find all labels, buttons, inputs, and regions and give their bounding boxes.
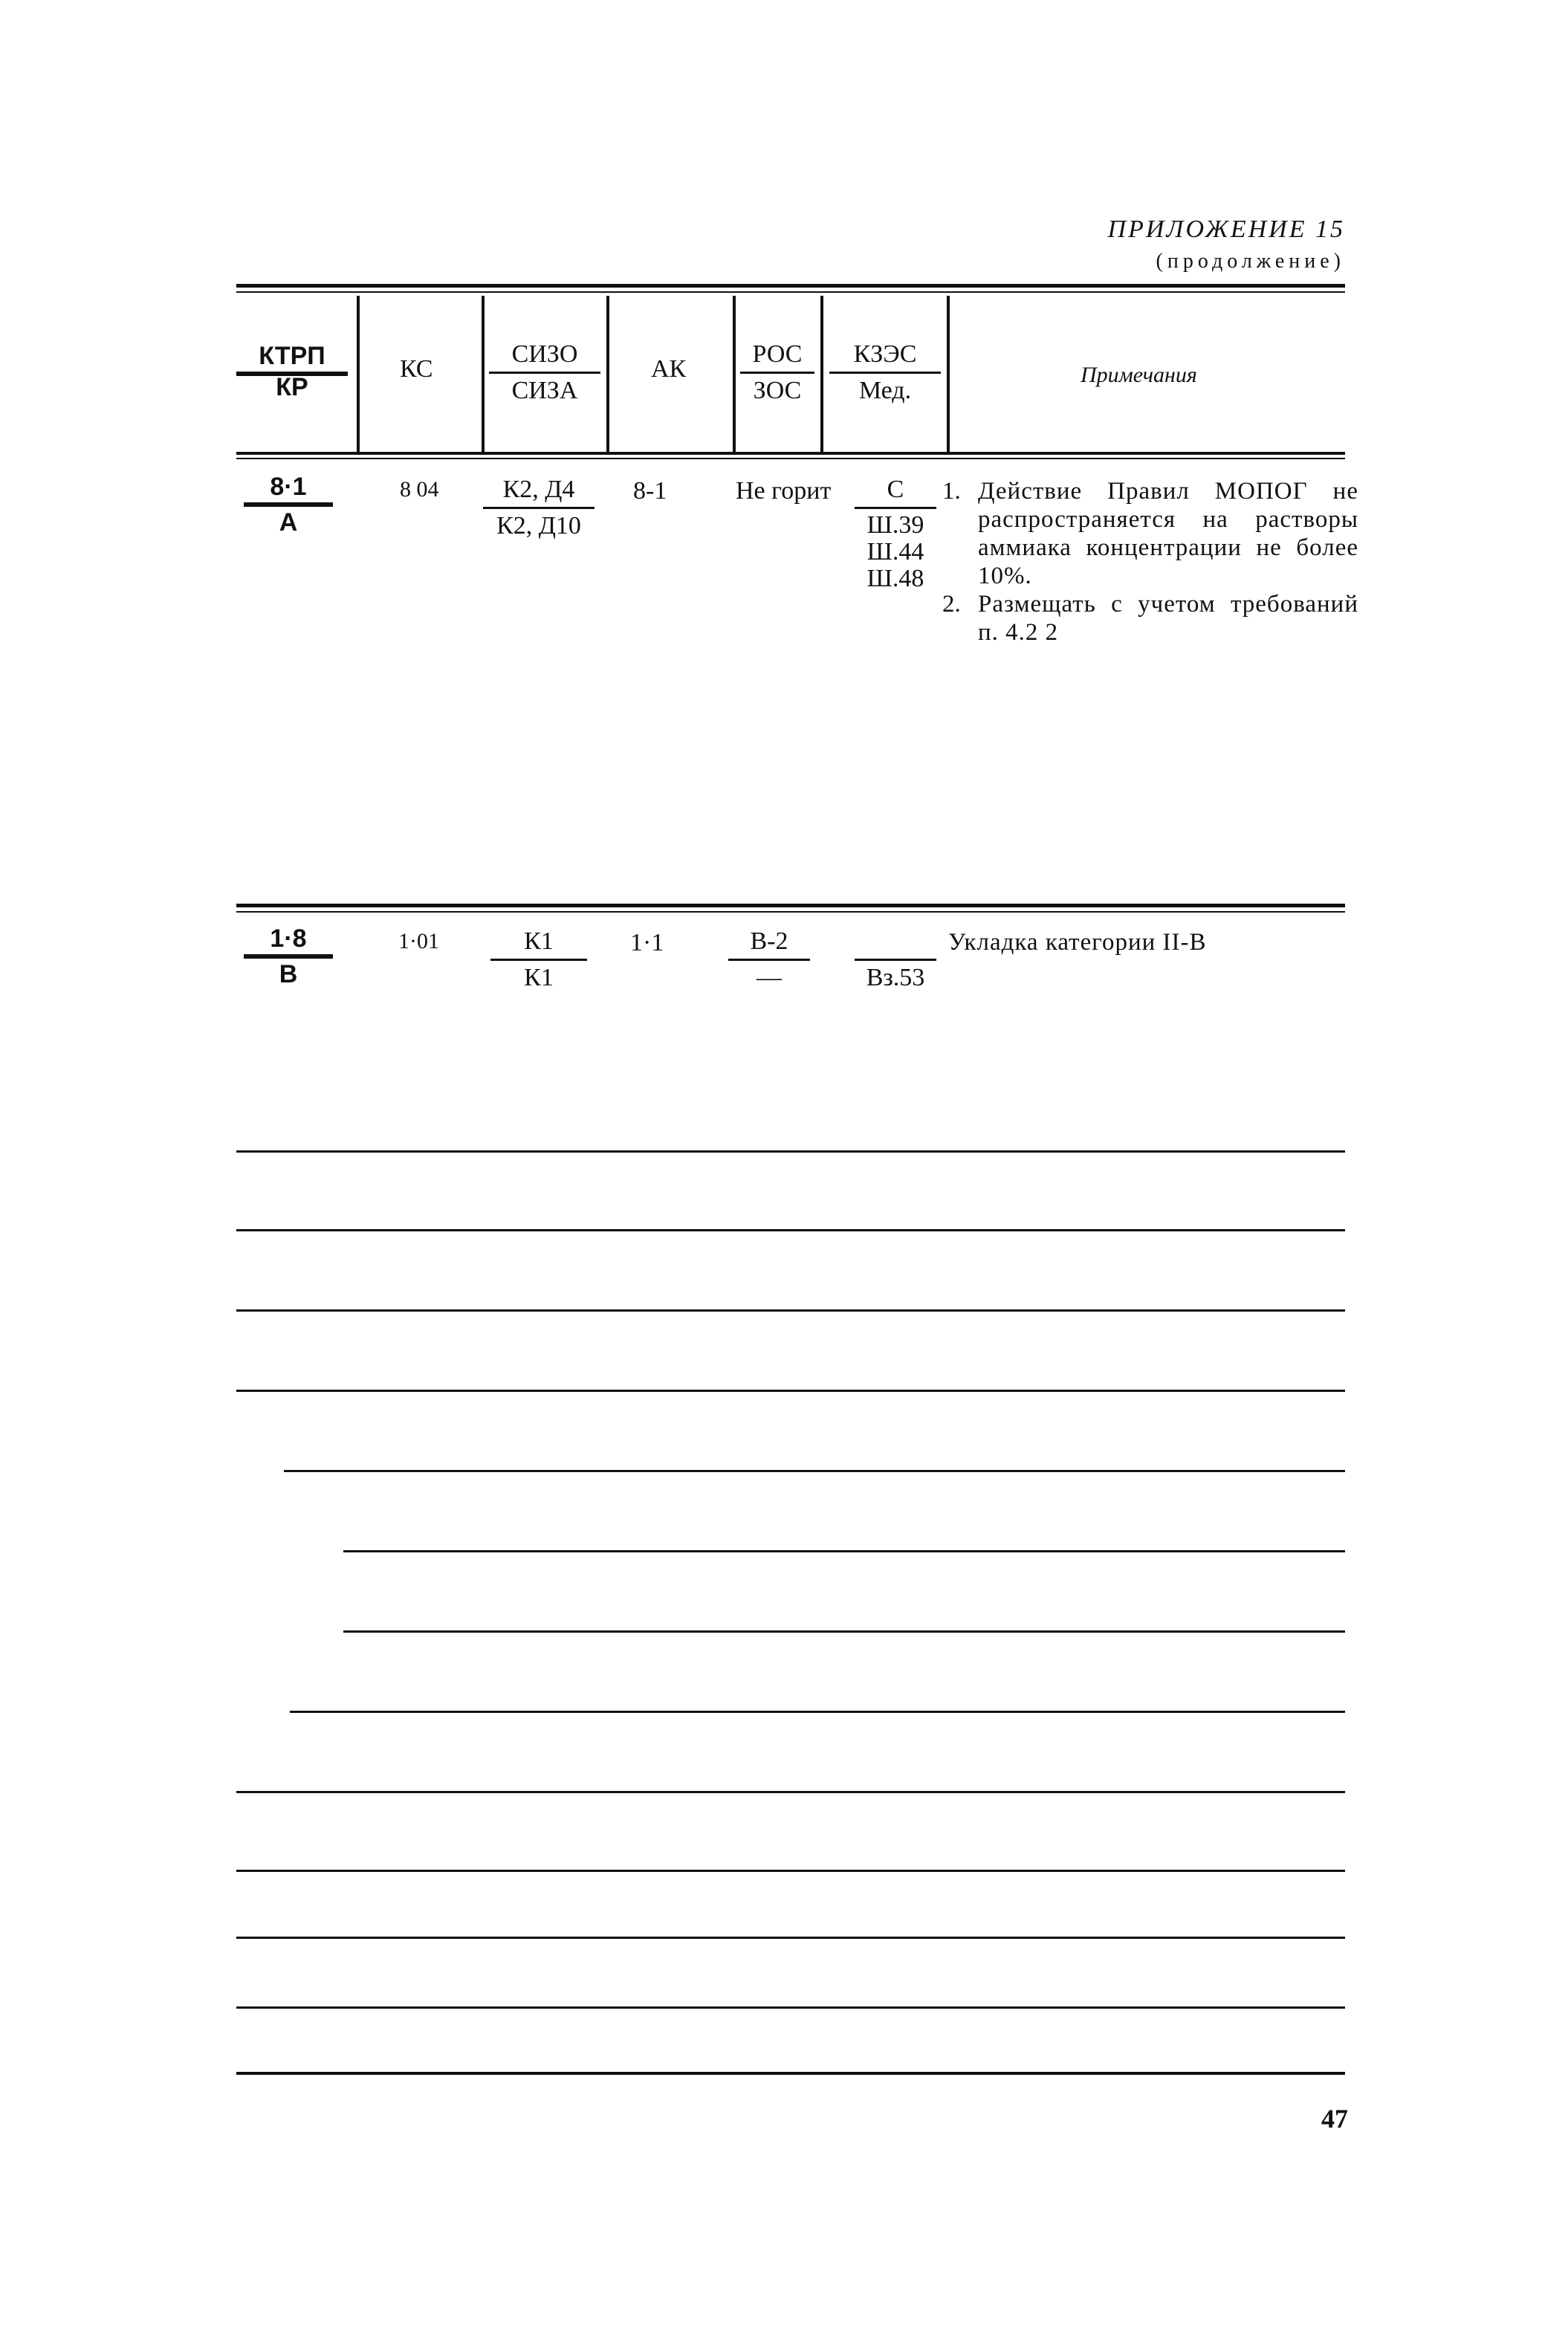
blank-rule <box>236 2006 1345 2009</box>
appendix-subtitle: (продолжение) <box>1156 250 1345 273</box>
row2-ks: 1·01 <box>398 929 439 953</box>
row1-note-item <box>942 477 1358 590</box>
header-ks: КС <box>400 355 433 383</box>
table-top-rule-2 <box>236 291 1345 293</box>
row1-sizo: К2, Д4 <box>483 476 595 509</box>
page-number: 47 <box>1321 2104 1348 2134</box>
blank-rule <box>236 1229 1345 1231</box>
row2-ak: 1·1 <box>630 929 664 956</box>
row1-med-list <box>855 509 936 592</box>
table-bottom-rule <box>236 2072 1345 2075</box>
header-notes: Примечания <box>1081 363 1197 387</box>
row1-code-bottom: А <box>279 508 298 537</box>
header-divider <box>947 296 950 452</box>
row2-code-top: 1·8 <box>270 924 307 953</box>
header-divider <box>482 296 485 452</box>
row2-ros-zos <box>728 927 810 992</box>
blank-rule <box>236 1937 1345 1939</box>
row2-sizo: К1 <box>490 927 587 961</box>
header-code-bottom: КР <box>276 373 308 401</box>
row1-med-item: Ш.39 <box>866 511 924 539</box>
row2-med: Вз.53 <box>866 964 925 991</box>
row2-notes: Укладка категории II-В <box>948 929 1207 956</box>
header-siza: СИЗА <box>511 377 578 404</box>
row2-code-symbol <box>244 924 333 988</box>
row1-code-symbol <box>244 473 333 537</box>
row1-code-top: 8·1 <box>270 473 307 501</box>
header-kzes-med <box>829 340 941 405</box>
row1-notes <box>942 477 1358 647</box>
note-number: 2. <box>942 591 961 618</box>
blank-rule <box>236 1150 1345 1153</box>
row1-siza: К2, Д10 <box>496 512 581 540</box>
row1-med-item: Ш.44 <box>866 538 924 566</box>
header-bottom-rule-2 <box>236 458 1345 459</box>
row1-kzes-med <box>855 476 936 592</box>
row1-med-item: Ш.48 <box>866 565 924 592</box>
note-text: Размещать с учетом требований п. 4.2 2 <box>978 591 1358 646</box>
note-number: 1. <box>942 478 961 505</box>
row2-zos: — <box>757 964 782 991</box>
header-sizo: СИЗО <box>489 340 600 374</box>
header-divider <box>820 296 823 452</box>
blank-rule <box>290 1711 1345 1713</box>
blank-rule <box>343 1630 1345 1633</box>
header-ros-zos <box>740 340 814 405</box>
row2-kzes-med <box>855 927 936 992</box>
header-divider <box>606 296 609 452</box>
row2-siza: К1 <box>524 964 554 991</box>
header-divider <box>733 296 736 452</box>
row1-ks: 8 04 <box>400 477 439 502</box>
note-text: Действие Правил МОПОГ не распространяется на растворы аммиака концентрации не более 10%. <box>978 478 1358 589</box>
blank-rule <box>236 1870 1345 1872</box>
blank-rule <box>284 1470 1345 1472</box>
row2-ros: В-2 <box>728 927 810 961</box>
row1-sizo-siza <box>483 476 595 540</box>
blank-rule <box>236 1390 1345 1392</box>
row2-kzes <box>855 927 936 961</box>
header-ak: АК <box>651 355 687 383</box>
row1-ak: 8-1 <box>633 477 667 505</box>
header-kzes: КЗЭС <box>829 340 941 374</box>
header-code-top: КТРП <box>259 342 325 370</box>
header-sizo-siza <box>489 340 600 405</box>
row2-code-bottom: В <box>279 960 298 988</box>
row1-note-item <box>942 590 1358 647</box>
blank-rule <box>236 1309 1345 1312</box>
header-ros: РОС <box>740 340 814 374</box>
header-med: Мед. <box>858 377 912 404</box>
row1-code-bar <box>244 502 333 507</box>
row1-ros: Не горит <box>736 477 832 505</box>
header-zos: ЗОС <box>753 377 802 404</box>
header-divider <box>357 296 360 452</box>
appendix-title: ПРИЛОЖЕНИЕ 15 <box>1107 216 1345 243</box>
table-top-rule <box>236 284 1345 288</box>
row2-sizo-siza <box>490 927 587 992</box>
row1-kzes: С <box>855 476 936 509</box>
row2-code-bar <box>244 954 333 959</box>
row2-top-rule-2 <box>236 911 1345 913</box>
blank-rule <box>236 1791 1345 1793</box>
blank-rule <box>343 1550 1345 1552</box>
row2-top-rule <box>236 904 1345 907</box>
header-code-symbol <box>236 342 348 401</box>
header-bottom-rule <box>236 452 1345 455</box>
